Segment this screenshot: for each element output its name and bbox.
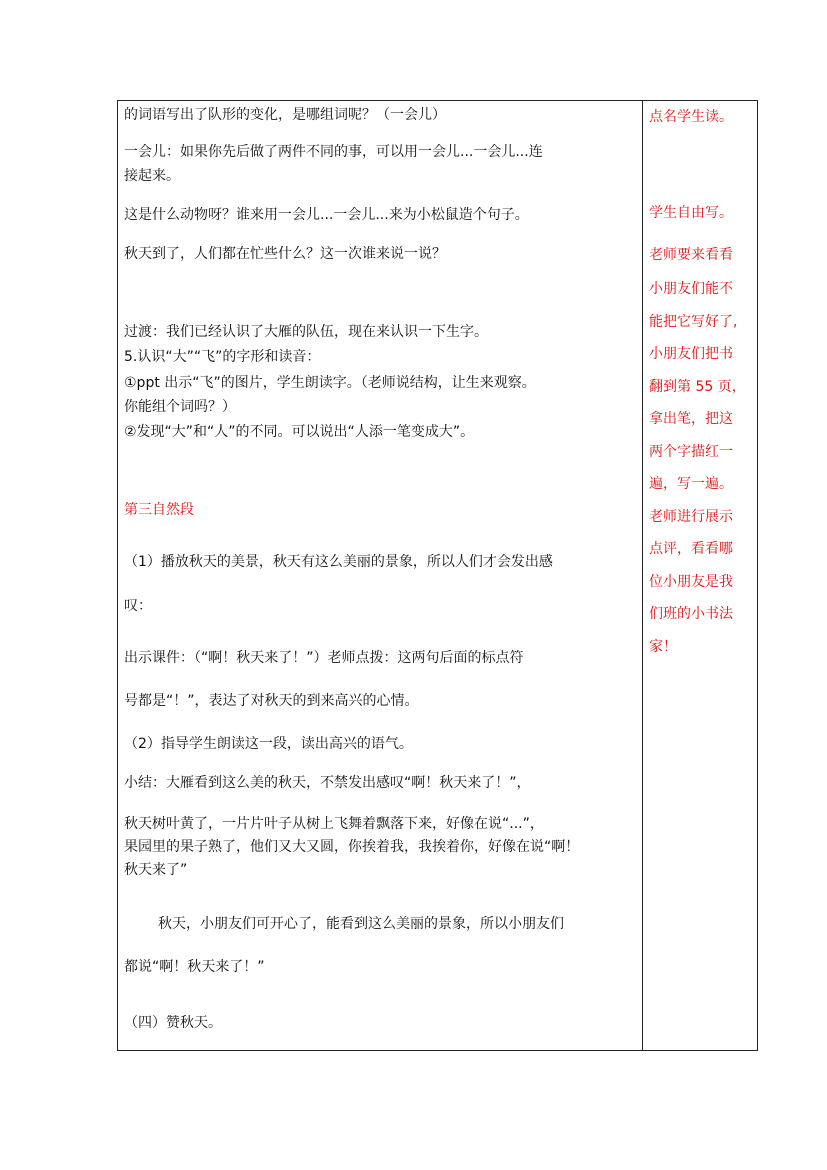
- annotation-line: 点评，看看哪: [649, 541, 733, 557]
- annotation-line: 家！: [649, 639, 677, 655]
- content-line: 过渡：我们已经认识了大雁的队伍，现在来认识一下生字。: [124, 324, 488, 340]
- annotation-line: 位小朋友是我: [649, 574, 733, 590]
- content-line: 叹：: [124, 598, 152, 614]
- column-divider: [642, 100, 643, 1051]
- content-line: 接起来。: [124, 168, 180, 184]
- content-line: 秋天，小朋友们可开心了，能看到这么美丽的景象，所以小朋友们: [158, 916, 564, 932]
- content-line: 小结：大雁看到这么美的秋天，不禁发出感叹“啊！秋天来了！”，: [124, 775, 531, 791]
- content-line: （1）播放秋天的美景，秋天有这么美丽的景象，所以人们才会发出感: [124, 554, 553, 570]
- annotation-line: 翻到第 55 页，: [649, 379, 746, 395]
- annotation-line: 点名学生读。: [649, 109, 733, 125]
- annotation-line: 小朋友们能不: [649, 281, 733, 297]
- content-line: ①ppt 出示“飞”的图片，学生朗读字。（老师说结构，让生来观察。: [124, 375, 536, 391]
- section-heading: 第三自然段: [124, 502, 194, 518]
- content-line: 秋天到了，人们都在忙些什么？这一次谁来说一说？: [124, 246, 446, 262]
- content-line: 果园里的果子熟了，他们又大又圆，你挨着我，我挨着你，好像在说“啊！: [124, 839, 580, 855]
- content-line: （四）赞秋天。: [124, 1015, 222, 1031]
- content-line: 5.认识“大”“飞”的字形和读音：: [124, 349, 321, 365]
- content-line: 你能组个词吗？）: [124, 399, 236, 415]
- annotation-line: 们班的小书法: [649, 606, 733, 622]
- content-line: ②发现“大”和“人”的不同。可以说出“人添一笔变成大”。: [124, 424, 475, 440]
- annotation-line: 学生自由写。: [649, 205, 733, 221]
- annotation-line: 老师进行展示: [649, 509, 733, 525]
- content-line: 秋天来了”: [124, 862, 188, 878]
- annotation-line: 两个字描红一: [649, 444, 733, 460]
- content-line: 的词语写出了队形的变化，是哪组词呢？（一会儿）: [124, 107, 446, 123]
- annotation-line: 能把它写好了,: [649, 314, 738, 330]
- content-line: 这是什么动物呀？谁来用一会儿...一会儿...来为小松鼠造个句子。: [124, 207, 529, 223]
- content-line: 出示课件：（“啊！秋天来了！”）老师点拨：这两句后面的标点符: [124, 650, 524, 666]
- annotation-line: 小朋友们把书: [649, 346, 733, 362]
- content-line: （2）指导学生朗读这一段，读出高兴的语气。: [124, 736, 413, 752]
- content-line: 一会儿：如果你先后做了两件不同的事，可以用一会儿...一会儿...连: [124, 144, 543, 160]
- annotation-line: 拿出笔，把这: [649, 411, 733, 427]
- annotation-line: 老师要来看看: [649, 247, 733, 263]
- content-line: 秋天树叶黄了，一片片叶子从树上飞舞着飘落下来，好像在说“...”，: [124, 816, 544, 832]
- content-line: 号都是“！”，表达了对秋天的到来高兴的心情。: [124, 693, 419, 709]
- content-line: 都说“啊！秋天来了！”: [124, 959, 265, 975]
- annotation-line: 遍，写一遍。: [649, 476, 733, 492]
